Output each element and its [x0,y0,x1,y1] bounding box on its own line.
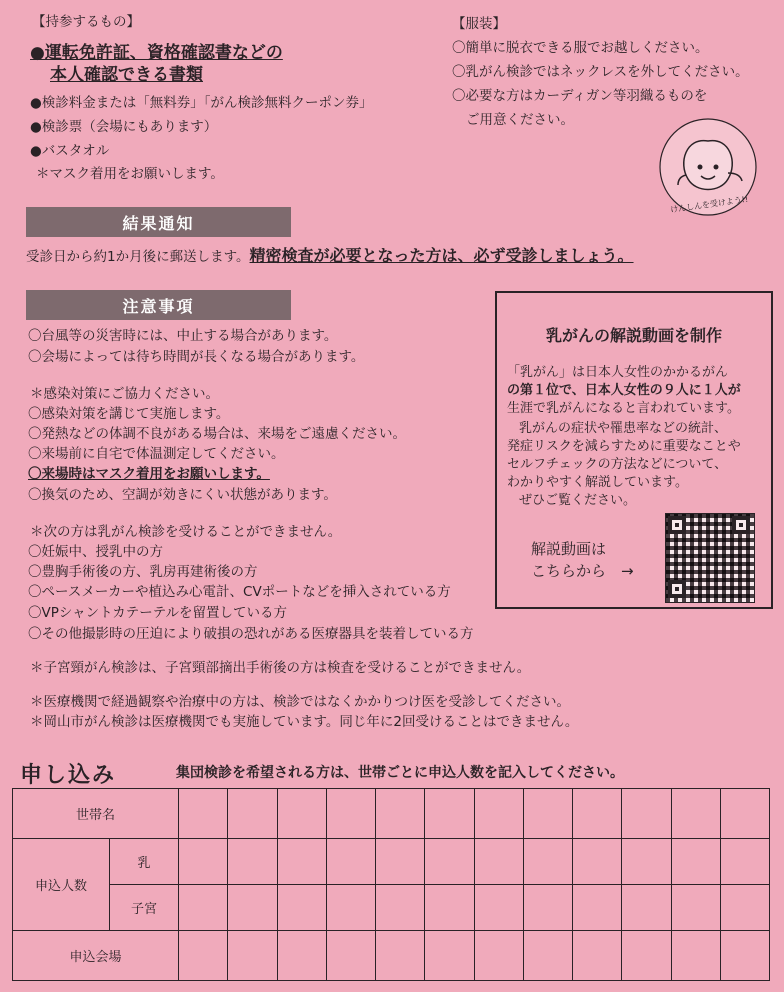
household-name-cell[interactable] [523,789,572,839]
breast-count-cell[interactable] [179,839,228,885]
result-plain: 受診日から約1か月後に郵送します。 [26,249,250,265]
caution-line: 〇会場によっては待ち時間が長くなる場合があります。 [28,349,365,365]
household-name-cell[interactable] [622,789,671,839]
venue-cell[interactable] [425,931,474,981]
caution-line: 〇換気のため、空調が効きにくい状態があります。 [28,487,337,503]
video-box-text: 乳がんの症状や罹患率などの統計、 [519,421,728,436]
breast-count-cell[interactable] [573,839,622,885]
venue-cell[interactable] [671,931,720,981]
caution-line: ＊医療機関で経過観察や治療中の方は、検診ではなくかかりつけ医を受診してください。 [30,694,570,710]
household-name-cell[interactable] [425,789,474,839]
clothing-line1: 〇簡単に脱衣できる服でお越しください。 [452,40,709,56]
caution-line: 〇VPシャントカテーテルを留置している方 [28,605,288,621]
caution-line: 〇感染対策を講じて実施します。 [28,406,230,422]
household-name-cell[interactable] [277,789,326,839]
result-text [26,248,634,265]
venue-label: 申込会場 [13,931,179,981]
uterus-count-cell[interactable] [523,885,572,931]
video-box-text: 発症リスクを減らすために重要なことや [507,439,741,454]
clothing-title: 【服装】 [452,16,506,32]
clothing-line2: 〇乳がん検診ではネックレスを外してください。 [452,64,749,80]
venue-cell[interactable] [573,931,622,981]
venue-cell[interactable] [523,931,572,981]
apply-note: 集団検診を希望される方は、世帯ごとに申込人数を記入してください。 [176,765,624,781]
household-name-cell[interactable] [474,789,523,839]
breast-count-cell[interactable] [622,839,671,885]
caution-line: ＊感染対策にご協力ください。 [30,386,219,402]
caution-line: 〇台風等の災害時には、中止する場合があります。 [28,328,338,344]
uterus-count-cell[interactable] [573,885,622,931]
qr-code-icon[interactable] [665,513,755,603]
breast-count-cell[interactable] [523,839,572,885]
uterus-count-cell[interactable] [720,885,769,931]
video-box-text: の第１位で、日本人女性の９人に１人が [507,383,741,398]
uterus-count-cell[interactable] [228,885,277,931]
bring-title: 【持参するもの】 [32,14,140,30]
uterus-label: 子宮 [110,885,179,931]
apply-title: 申し込み [20,763,117,788]
uterus-count-cell[interactable] [671,885,720,931]
household-name-cell[interactable] [671,789,720,839]
venue-cell[interactable] [720,931,769,981]
venue-cell[interactable] [277,931,326,981]
application-form-table [12,788,770,981]
breast-count-cell[interactable] [474,839,523,885]
caution-line: 〇ペースメーカーや植込み心電計、CVポートなどを挿入されている方 [28,584,451,600]
video-box-title: 乳がんの解説動画を制作 [545,326,722,345]
mascot-caption: けんしんを受けよう!! [669,194,749,215]
clothing-line4: ご用意ください。 [466,112,574,128]
caution-line: 〇妊娠中、授乳中の方 [28,544,163,560]
caution-heading: 注意事項 [26,290,291,320]
bring-item-id-line2: 本人確認できる書類 [50,65,203,85]
breast-count-cell[interactable] [277,839,326,885]
household-name-cell[interactable] [720,789,769,839]
video-box-text: 生涯で乳がんになると言われています。 [507,401,740,416]
venue-cell[interactable] [228,931,277,981]
uterus-count-cell[interactable] [326,885,375,931]
household-name-cell[interactable] [326,789,375,839]
caution-line: ＊子宮頸がん検診は、子宮頸部摘出手術後の方は検査を受けることができません。 [30,660,531,676]
venue-cell[interactable] [179,931,228,981]
caution-line: ＊岡山市がん検診は医療機関でも実施しています。同じ年に2回受けることはできません。 [30,714,579,730]
uterus-count-cell[interactable] [474,885,523,931]
bring-item-fee: ●検診料金または「無料券」「がん検診無料クーポン券」 [30,95,373,111]
uterus-count-cell[interactable] [376,885,425,931]
caution-line: ＊次の方は乳がん検診を受けることができません。 [30,524,342,540]
venue-cell[interactable] [326,931,375,981]
breast-count-cell[interactable] [671,839,720,885]
caution-line: 〇その他撮影時の圧迫により破損の恐れがある医療器具を装着している方 [28,626,474,642]
uterus-count-cell[interactable] [277,885,326,931]
video-box-text: ぜひご覧ください。 [519,493,637,508]
bring-mask-note: ＊マスク着用をお願いします。 [36,166,224,182]
video-link-label2[interactable]: こちらから → [531,562,634,580]
household-name-cell[interactable] [228,789,277,839]
venue-cell[interactable] [376,931,425,981]
uterus-count-cell[interactable] [425,885,474,931]
breast-count-cell[interactable] [228,839,277,885]
caution-line: 〇豊胸手術後の方、乳房再建術後の方 [28,564,258,580]
clothing-line3: 〇必要な方はカーディガン等羽織るものを [452,88,708,104]
breast-count-cell[interactable] [720,839,769,885]
video-box-text: 「乳がん」は日本人女性のかかるがん [507,365,729,380]
breast-count-cell[interactable] [376,839,425,885]
result-emphasis: 精密検査が必要となった方は、必ず受診しましょう。 [249,246,634,265]
video-box-text: わかりやすく解説しています。 [507,475,688,490]
video-info-box [495,291,773,609]
video-link-label1: 解説動画は [531,540,607,558]
caution-line: 〇発熱などの体調不良がある場合は、来場をご遠慮ください。 [28,426,406,442]
breast-label: 乳 [110,839,179,885]
caution-line: 〇来場前に自宅で体温測定してください。 [28,446,285,462]
bring-item-towel: ●バスタオル [30,143,110,159]
uterus-count-cell[interactable] [179,885,228,931]
caution-line: 〇来場時はマスク着用をお願いします。 [28,466,270,482]
mascot-illustration [656,115,760,219]
household-name-cell[interactable] [573,789,622,839]
applicant-count-label: 申込人数 [13,839,110,931]
venue-cell[interactable] [622,931,671,981]
bring-item-id-line1: ●運転免許証、資格確認書などの [30,43,283,63]
video-box-text: セルフチェックの方法などについて、 [507,457,728,472]
breast-count-cell[interactable] [425,839,474,885]
venue-cell[interactable] [474,931,523,981]
household-name-label: 世帯名 [13,789,179,839]
household-name-cell[interactable] [179,789,228,839]
household-name-cell[interactable] [376,789,425,839]
uterus-count-cell[interactable] [622,885,671,931]
result-heading: 結果通知 [26,207,291,237]
breast-count-cell[interactable] [326,839,375,885]
bring-item-ticket: ●検診票（会場にもあります） [30,119,218,135]
